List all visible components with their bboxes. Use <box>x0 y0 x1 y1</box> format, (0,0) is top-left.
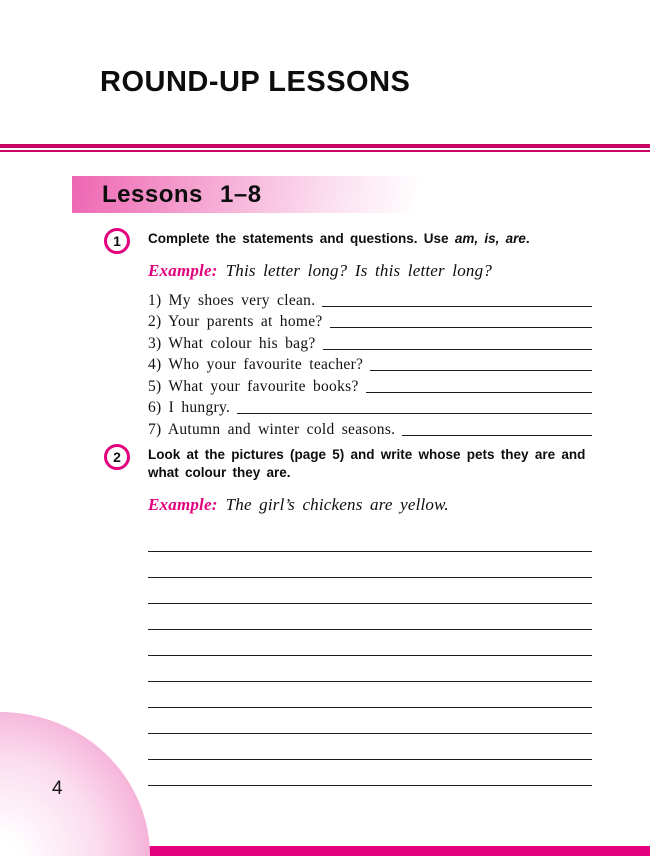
question-item: 7) Autumn and winter cold seasons. <box>148 417 592 439</box>
answer-line <box>237 413 592 414</box>
question-item: 2) Your parents at home? <box>148 310 592 332</box>
example-text: This letter long? Is this letter long? <box>225 261 493 280</box>
question-item: 6) I hungry. <box>148 396 592 418</box>
exercise-1 <box>104 230 592 439</box>
divider-thin-line <box>0 150 650 152</box>
divider-thick-line <box>0 144 650 148</box>
page-number: 4 <box>52 778 63 799</box>
exercise-2-number-badge: 2 <box>104 444 130 470</box>
question-list <box>148 288 592 439</box>
writing-lines <box>148 526 592 786</box>
exercise-1-number-badge: 1 <box>104 228 130 254</box>
question-item: 5) What your favourite books? <box>148 374 592 396</box>
exercise-2 <box>104 446 592 786</box>
writing-line <box>148 682 592 708</box>
instruction-text: Complete the statements and questions. Use <box>148 231 455 246</box>
answer-line <box>370 370 592 371</box>
answer-line <box>402 435 592 436</box>
section-banner <box>72 176 418 213</box>
section-banner-label: Lessons 1–8 <box>102 180 262 208</box>
exercise-2-body <box>148 446 592 786</box>
question-item: 1) My shoes very clean. <box>148 288 592 310</box>
writing-line <box>148 760 592 786</box>
answer-line <box>330 327 592 328</box>
instruction-emphasis: am, is, are <box>454 231 526 246</box>
writing-line <box>148 552 592 578</box>
writing-line <box>148 734 592 760</box>
writing-line <box>148 604 592 630</box>
writing-line <box>148 526 592 552</box>
answer-line <box>322 306 592 307</box>
exercise-2-example <box>148 495 592 515</box>
example-text: The girl’s chickens are yellow. <box>225 495 449 514</box>
example-label: Example: <box>148 495 218 514</box>
answer-line <box>323 349 592 350</box>
writing-line <box>148 630 592 656</box>
exercise-2-instruction: Look at the pictures (page 5) and write whose pets they are and what colour they are. <box>148 447 586 480</box>
exercise-1-example <box>148 261 592 281</box>
divider-double-rule <box>0 144 650 152</box>
exercise-1-instruction <box>148 230 592 248</box>
question-item: 4) Who your favourite teacher? <box>148 353 592 375</box>
example-label: Example: <box>148 261 218 280</box>
answer-line <box>366 392 592 393</box>
page-title: ROUND-UP LESSONS <box>100 66 411 98</box>
writing-line <box>148 708 592 734</box>
writing-line <box>148 656 592 682</box>
writing-line <box>148 578 592 604</box>
exercise-1-body <box>148 230 592 439</box>
question-item: 3) What colour his bag? <box>148 331 592 353</box>
instruction-period: . <box>525 231 530 246</box>
